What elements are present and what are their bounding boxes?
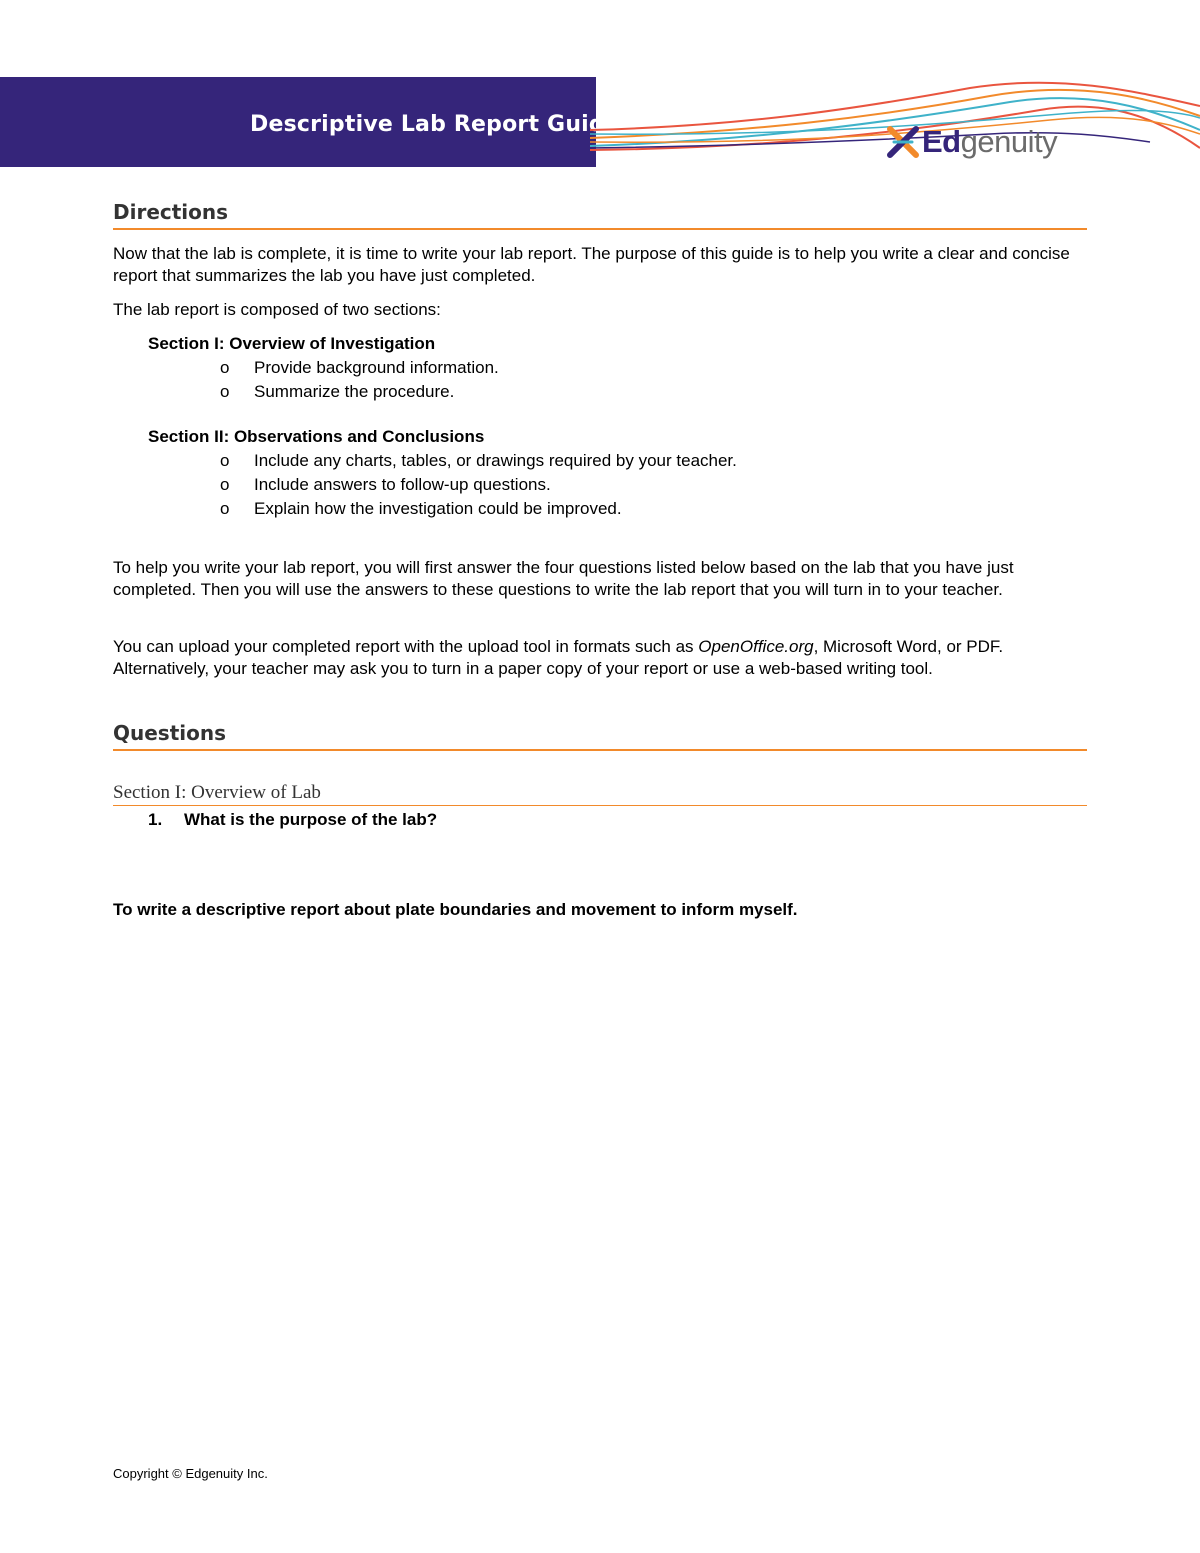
upload-text: You can upload your completed report with the upload tool in formats such as OpenOffice.org, Microsoft Word, or PDF. Alternatively, your teacher may ask you to turn in a paper copy of your report or use a web-based writing tool. bbox=[113, 637, 1004, 678]
help-text: To help you write your lab report, you will first answer the four questions listed below based on the lab that you have just completed. Then you will use the answers to these questions to write the lab report that you will turn in to your teacher. bbox=[113, 558, 1014, 599]
logo-ed: Ed bbox=[922, 124, 961, 159]
section2-title: Section II: Observations and Conclusions bbox=[148, 427, 485, 446]
document-title: Descriptive Lab Report Guide bbox=[250, 112, 620, 137]
logo-rest: genuity bbox=[960, 124, 1058, 159]
directions-intro: Now that the lab is complete, it is time to write your lab report. The purpose of this guide is to help you write a clear and concise report that summarizes the lab you have just completed. bbox=[113, 244, 1070, 285]
section1-title: Section I: Overview of Investigation bbox=[148, 334, 436, 353]
list-item: o Include any charts, tables, or drawings required by your teacher. bbox=[220, 451, 737, 470]
answer-1: To write a descriptive report about plate boundaries and movement to inform myself. bbox=[113, 900, 798, 919]
copyright: Copyright © Edgenuity Inc. bbox=[113, 1466, 268, 1481]
list-item: o Include answers to follow-up questions. bbox=[220, 475, 551, 494]
list-item: o Explain how the investigation could be improved. bbox=[220, 499, 622, 518]
composed-text: The lab report is composed of two sections: bbox=[113, 300, 441, 319]
edgenuity-logo bbox=[886, 122, 1057, 162]
directions-heading: Directions bbox=[113, 200, 1087, 230]
list-item: o Provide background information. bbox=[220, 358, 499, 377]
question-1: 1. What is the purpose of the lab? bbox=[148, 810, 438, 829]
list-item: o Summarize the procedure. bbox=[220, 382, 455, 401]
questions-heading: Questions bbox=[113, 721, 1087, 751]
overview-of-lab-heading: Section I: Overview of Lab bbox=[113, 782, 1087, 806]
edgenuity-x-icon bbox=[886, 125, 920, 159]
